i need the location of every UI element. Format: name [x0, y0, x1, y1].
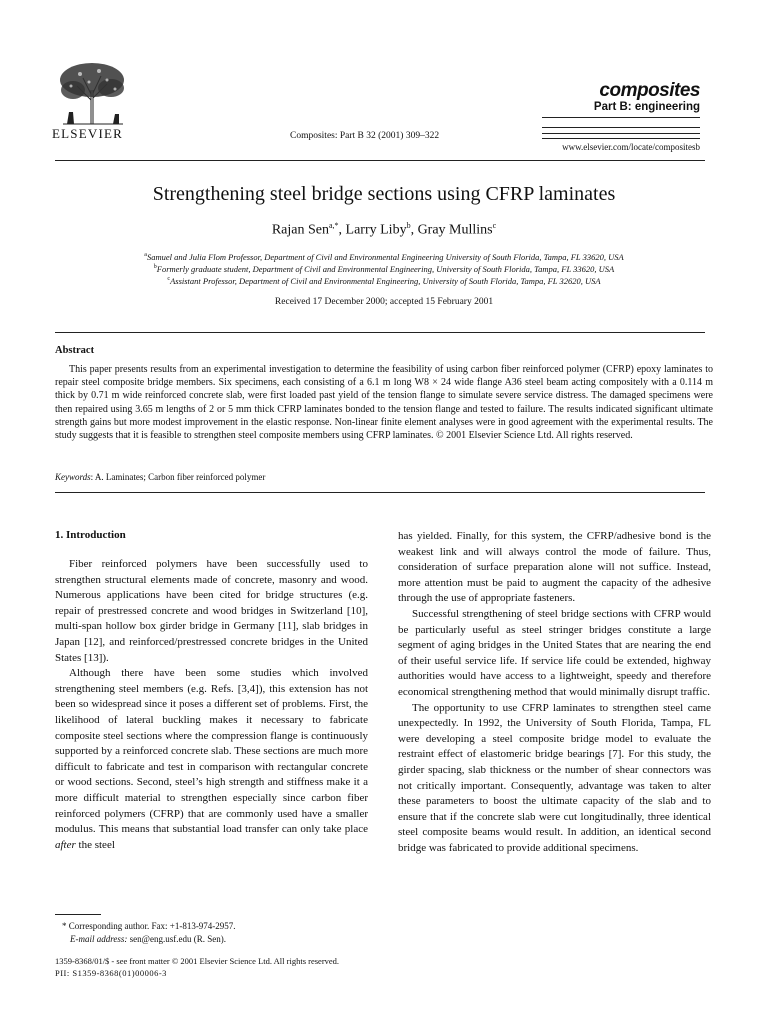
- paragraph: [55, 666, 368, 853]
- author-separator: ,: [338, 222, 346, 238]
- abstract-text: This paper presents results from an experimental investigation to determine the feasibility of using carbon fiber reinforced polymer (CFRP) epoxy laminates to repair steel composite bridge members. Six specimens, each consisting of a 6.1 m long W8 × 24 wide flange A36 steel beam acting compositely with a 0.114 m thick by 0.71 m wide reinforced concrete slab, were first loaded past yield of the tension flange to simulate severe service distress. The damaged specimens were then repaired using 3.65 m lengths of 2 or 5 mm thick CFRP laminates bonded to the tension flange and tested to failure. The results indicated significant ultimate strength gains but more modest improvement in the elastic response. Non-linear finite element analyses were in good agreement with the experimental results. The study suggests that it is feasible to strengthen steel composite members using CFRP laminates. © 2001 Elsevier Science Ltd. All rights reserved.: [55, 364, 713, 442]
- keywords-label: Keywords: [55, 472, 91, 482]
- abstract-heading: Abstract: [55, 345, 95, 356]
- affiliation-text: Formerly graduate student, Department of Civil and Environmental Engineering, University of South Florida, Tampa, FL 33620, USA: [156, 264, 615, 274]
- author-separator: ,: [410, 222, 418, 238]
- paragraph: Successful strengthening of steel bridge sections with CFRP would be particularly useful as steel stringer bridges constitute a large segment of aging bridges in the United States that are nearing the end of their useful service life. If service life could be extended, highway authorities would have access to a lightweight, speedy and therefore economical strengthening method that would minimally disrupt traffic.: [398, 607, 711, 698]
- affiliation-marker: c: [167, 276, 171, 283]
- received-dates: Received 17 December 2000; accepted 15 February 2001: [274, 297, 494, 307]
- publisher-name: ELSEVIER: [52, 126, 123, 141]
- affiliation-text: Assistant Professor, Department of Civil and Environmental Engineering, University of South Florida, Tampa, FL 32620, USA: [170, 276, 601, 286]
- section-heading-introduction: 1. Introduction: [55, 529, 126, 541]
- right-column: [398, 529, 711, 856]
- author-list: [0, 221, 768, 239]
- author-affiliation-marker: c: [492, 221, 497, 230]
- journal-name: composites: [599, 80, 700, 101]
- header-rule-2: [542, 127, 700, 128]
- pii-line: PII: S1359-8368(01)00006-3: [55, 968, 167, 978]
- affiliation-marker: a: [144, 252, 147, 259]
- left-column: [55, 557, 368, 853]
- footnote-corresponding-author: * Corresponding author. Fax: +1-813-974-2957.: [62, 921, 236, 931]
- footnote-email: [70, 934, 226, 944]
- paragraph: The opportunity to use CFRP laminates to strengthen steel came unexpectedly. In 1992, the University of South Florida, Tampa, FL were developing a steel composite bridge model to evaluate the restraint effect of elastomeric bridge bearings [7]. For this study, the girder spacing, slab thickness or the number of shear connectors was not critically important. Consequently, advantage was taken to alter these parameters to boost the ultimate capacity of the slab and to ensure that if the concrete slab were cut longitudinally, three identical steel composite beams would result. In addition, an identical second bridge was fabricated to provide additional specimens.: [398, 701, 711, 854]
- paragraph-text: the steel: [75, 838, 115, 851]
- header-rule-3: [542, 133, 700, 134]
- abstract-top-rule: [55, 332, 705, 333]
- emphasis-text: after: [55, 838, 76, 851]
- paragraph-text: Although there have been some studies which involved strengthening steel members (e.g. Refs. [3,4]), this extension has not been so widespread since it poses a different set of problems. First, the likelihood of lateral buckling makes it necessary to fabricate composite steel sections where the compression flange is continuously supported by a reinforced concrete slab. These sections are much more difficult to fabricate and test in comparison with rectangular concrete or wood sections. Second, steel’s high strength and stiffness make it a more difficult material to strengthen especially since carbon fiber reinforced polymers (CFRP) that are commonly used have a smaller modulus. This means that substantial load transfer can only take place: [55, 667, 368, 836]
- journal-part: Part B: engineering: [593, 101, 700, 113]
- journal-url[interactable]: www.elsevier.com/locate/compositesb: [562, 142, 700, 152]
- footnote-rule: [55, 914, 101, 915]
- abstract-bottom-rule: [55, 492, 705, 493]
- keywords: [55, 472, 265, 482]
- affiliation-a: [0, 252, 768, 262]
- affiliation-b: [0, 264, 768, 274]
- author-name: Gray Mullins: [417, 222, 493, 238]
- keywords-value: : A. Laminates; Carbon fiber reinforced polymer: [90, 472, 266, 482]
- header-rule-1: [542, 117, 700, 118]
- author-name: Rajan Sen: [271, 222, 329, 238]
- author-name: Larry Liby: [345, 222, 407, 238]
- header-bottom-rule: [55, 160, 705, 161]
- issn-line: 1359-8368/01/$ - see front matter © 2001 Elsevier Science Ltd. All rights reserved.: [55, 956, 340, 966]
- header-rule-4: [542, 138, 700, 139]
- journal-reference: Composites: Part B 32 (2001) 309–322: [290, 131, 440, 141]
- paragraph: has yielded. Finally, for this system, the CFRP/adhesive bond is the weakest link and will always control the mode of failure. Thus, consideration of surface preparation alone will not suffice. Instead, more attention must be paid to augment the capacity of the adhesive through the use of appropriate fasteners.: [398, 530, 711, 605]
- affiliation-text: Samuel and Julia Flom Professor, Department of Civil and Environmental Engineering University of South Florida, Tampa, FL 33620, USA: [146, 252, 624, 262]
- affiliation-marker: b: [153, 264, 157, 271]
- email-label: E-mail address:: [70, 934, 128, 944]
- author-affiliation-marker: a,*: [328, 221, 339, 230]
- article-title: Strengthening steel bridge sections using CFRP laminates: [152, 183, 616, 205]
- affiliation-c: [0, 276, 768, 286]
- paragraph: Fiber reinforced polymers have been successfully used to strengthen structural elements made of concrete, masonry and wood. Numerous applications have been cited for bridge structures (e.g. repair of prestressed concrete and wood bridges in Switzerland [10], multi-span hollow box girder bridge in Germany [11], slab bridges in Japan [12], and reinforced/prestressed concrete bridges in the United States [13]).: [55, 558, 368, 664]
- author-affiliation-marker: b: [406, 221, 411, 230]
- elsevier-logo-tree-icon: [55, 60, 130, 126]
- email-address[interactable]: sen@eng.usf.edu (R. Sen).: [127, 934, 226, 944]
